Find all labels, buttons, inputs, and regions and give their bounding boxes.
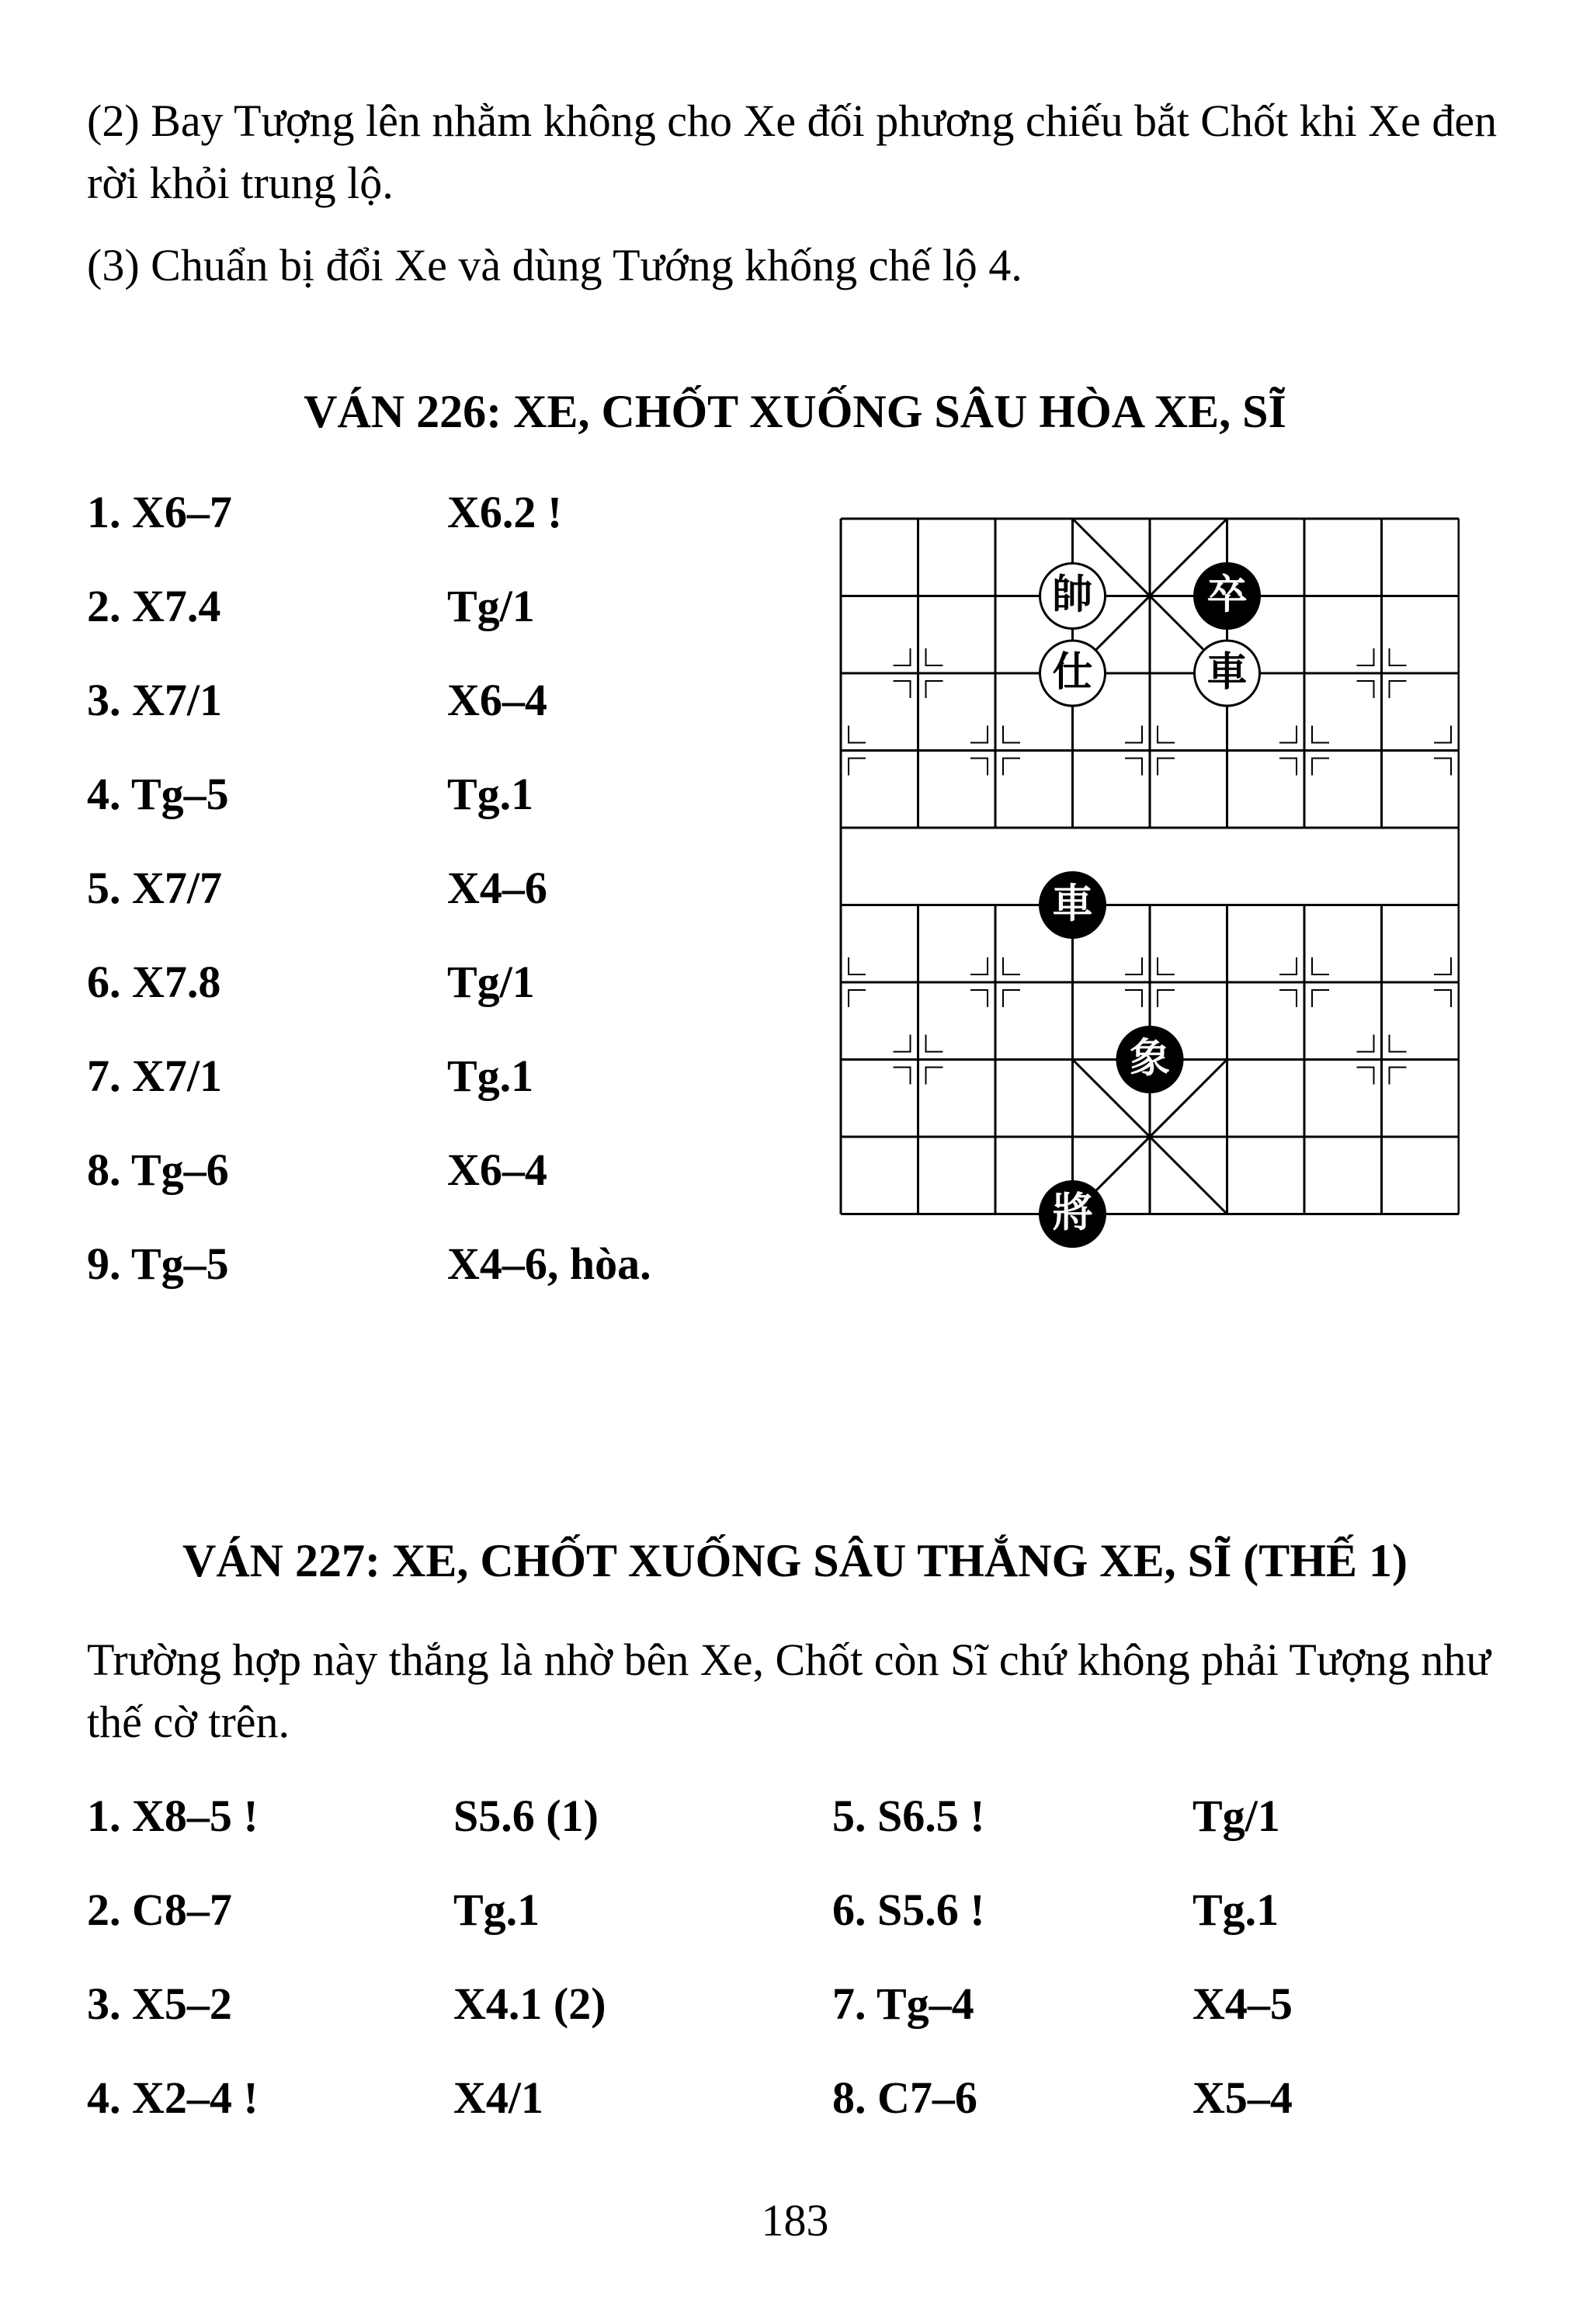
black-move: X4–6, hòa. [447,1238,651,1289]
position-mark [1003,990,1020,1007]
black-move: Tg.1 [1192,1885,1279,1935]
move-row [87,1978,1508,2072]
white-move: 9. Tg–5 [87,1238,229,1289]
position-mark [1357,648,1374,665]
position-mark [1434,957,1451,974]
white-move: 4. Tg–5 [87,769,229,819]
piece-label: 帥 [1052,571,1093,619]
white-move: 8. C7–6 [832,2072,977,2123]
position-mark [894,681,911,698]
position-mark [1312,957,1329,974]
position-mark [926,1035,943,1052]
position-mark [1390,681,1407,698]
position-mark [926,681,943,698]
position-mark [1003,726,1020,743]
white-move: 8. Tg–6 [87,1145,229,1195]
white-move: 2. C8–7 [87,1885,232,1935]
position-mark [1312,759,1329,776]
position-mark [894,1035,911,1052]
move-row [87,1238,801,1354]
move-row [87,1884,1508,1978]
black-move: Tg.1 [453,1885,540,1935]
black-move: X5–4 [1192,2072,1293,2123]
piece-label: 車 [1052,881,1093,928]
move-row [87,956,801,1050]
position-mark [1158,759,1175,776]
position-mark [1125,726,1142,743]
position-mark [1390,1035,1407,1052]
white-move: 5. S6.5 ! [832,1791,985,1841]
position-mark [926,1068,943,1085]
position-mark [1434,759,1451,776]
black-move: X4–6 [447,863,547,913]
white-move: 1. X6–7 [87,487,232,537]
piece-label: 將 [1052,1190,1093,1237]
position-mark [1434,990,1451,1007]
black-move: X4–5 [1192,1978,1293,2029]
note-2: (2) Bay Tượng lên nhằm không cho Xe đối phương chiếu bắt Chốt khi Xe đen rời khỏi trung lộ. [87,96,1498,208]
white-move: 5. X7/7 [87,863,222,913]
black-move: Tg.1 [447,1051,534,1101]
position-mark [1158,726,1175,743]
position-mark [849,726,866,743]
white-move: 6. X7.8 [87,957,221,1007]
position-mark [1434,726,1451,743]
position-mark [1390,1068,1407,1085]
position-mark [970,726,988,743]
black-move: Tg/1 [447,957,535,1007]
position-mark [1158,957,1175,974]
black-move: X4/1 [453,2072,543,2123]
move-row [87,580,801,674]
move-row [87,862,801,956]
position-mark [1279,726,1297,743]
position-mark [970,759,988,776]
move-row [87,486,801,580]
note-3: (3) Chuẩn bị đổi Xe và dùng Tướng khống chế lộ 4. [87,240,1022,290]
white-move: 3. X5–2 [87,1978,232,2029]
white-move: 7. X7/1 [87,1051,222,1101]
move-row [87,1144,801,1238]
white-move: 2. X7.4 [87,581,221,631]
position-mark [1003,759,1020,776]
position-mark [1125,957,1142,974]
white-move: 1. X8–5 ! [87,1791,259,1841]
position-mark [926,648,943,665]
position-mark [1357,681,1374,698]
black-move: Tg.1 [447,769,534,819]
piece-label: 象 [1129,1035,1171,1082]
position-mark [1390,648,1407,665]
position-mark [1357,1035,1374,1052]
position-mark [849,957,866,974]
piece-label: 車 [1206,649,1248,696]
position-mark [1312,726,1329,743]
position-mark [1003,957,1020,974]
black-move: X6.2 ! [447,487,563,537]
black-move: Tg/1 [447,581,535,631]
position-mark [894,1068,911,1085]
move-row [87,2072,1508,2166]
move-row [87,768,801,862]
position-mark [1312,990,1329,1007]
black-move: S5.6 (1) [453,1791,599,1841]
move-row [87,674,801,768]
position-mark [849,990,866,1007]
page-number: 183 [761,2195,829,2246]
position-mark [1125,990,1142,1007]
position-mark [970,990,988,1007]
white-move: 4. X2–4 ! [87,2072,259,2123]
position-mark [1279,957,1297,974]
black-move: X4.1 (2) [453,1978,606,2029]
black-move: X6–4 [447,675,547,725]
black-move: Tg/1 [1192,1791,1280,1841]
game-227-intro: Trường hợp này thắng là nhờ bên Xe, Chốt còn Sĩ chứ không phải Tượng như thế cờ trên. [87,1634,1491,1747]
game-227-title: VÁN 227: XE, CHỐT XUỐNG SÂU THẮNG XE, SĨ (THẾ 1) [182,1535,1408,1586]
white-move: 7. Tg–4 [832,1978,974,2029]
white-move: 3. X7/1 [87,675,222,725]
position-mark [1279,759,1297,776]
black-move: X6–4 [447,1145,547,1195]
piece-label: 仕 [1052,649,1093,696]
position-mark [894,648,911,665]
move-row [87,1790,1508,1884]
move-row [87,1050,801,1144]
game-227-moves [87,1790,1508,2166]
position-mark [849,759,866,776]
position-mark [1279,990,1297,1007]
white-move: 6. S5.6 ! [832,1885,985,1935]
piece-label: 卒 [1206,571,1248,619]
position-mark [970,957,988,974]
game-226-title: VÁN 226: XE, CHỐT XUỐNG SÂU HÒA XE, SĨ [304,386,1286,437]
position-mark [1125,759,1142,776]
position-mark [1357,1068,1374,1085]
game-226-moves [87,486,801,1371]
position-mark [1158,990,1175,1007]
xiangqi-board-diagram [838,512,1460,1258]
